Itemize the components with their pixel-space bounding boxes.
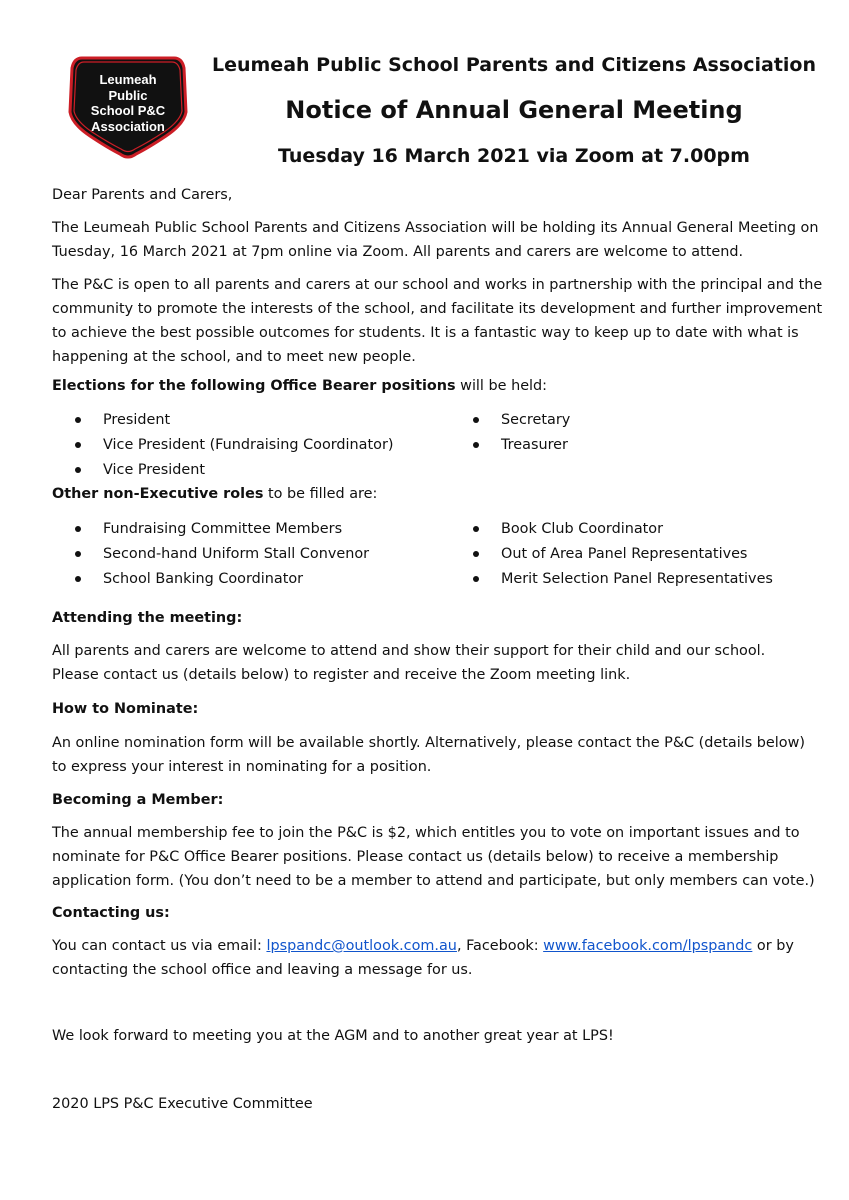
about-paragraph [52, 273, 823, 369]
logo-line: Association [91, 118, 165, 134]
list-item: Vice President [75, 458, 393, 483]
attending-line: All parents and carers are welcome to attend and show their support for their child and our school. [52, 643, 766, 659]
contact-paragraph [52, 934, 812, 982]
intro-line: Tuesday, 16 March 2021 at 7pm online via Zoom. All parents and carers are welcome to attend. [52, 244, 744, 260]
office-bearer-list-left [75, 408, 393, 483]
contact-mid: , Facebook: [456, 938, 544, 954]
nominate-heading: How to Nominate: [52, 701, 199, 717]
logo-line: School P&C [90, 103, 166, 118]
list-item: Vice President (Fundraising Coordinator) [75, 433, 393, 458]
contact-line: contacting the school office and leaving a message for us. [52, 962, 473, 978]
intro-paragraph [52, 216, 819, 264]
list-item: Secretary [473, 408, 570, 433]
office-bearer-list-right [473, 408, 570, 458]
email-link[interactable]: lpspandc@outlook.com.au [266, 938, 457, 954]
elections-heading-bold: Elections for the following Office Bearer positions [52, 378, 456, 394]
nominate-line: to express your interest in nominating for a position. [52, 759, 432, 775]
elections-heading-rest: will be held: [455, 378, 548, 394]
membership-line: nominate for P&C Office Bearer positions. Please contact us (details below) to receive a membership [52, 849, 779, 865]
about-line: community to promote the interests of the school, and facilitate its development and further improvement [52, 301, 823, 317]
about-line: happening at the school, and to meet new people. [52, 349, 416, 365]
closing-remark: We look forward to meeting you at the AGM and to another great year at LPS! [52, 1028, 614, 1044]
list-item: Fundraising Committee Members [75, 517, 369, 542]
membership-line: The annual membership fee to join the P&C is $2, which entitles you to vote on important issues and to [52, 825, 800, 841]
contact-suffix: or by [752, 938, 794, 954]
about-line: to achieve the best possible outcomes for students. It is a fantastic way to keep up to date with what is [52, 325, 799, 341]
pc-association-logo [68, 54, 188, 162]
other-roles-list-left [75, 517, 369, 592]
signature: 2020 LPS P&C Executive Committee [52, 1096, 313, 1112]
nominate-paragraph [52, 731, 812, 779]
contact-line [52, 934, 812, 958]
attending-heading: Attending the meeting: [52, 610, 243, 626]
contact-prefix: You can contact us via email: [52, 938, 267, 954]
greeting: Dear Parents and Carers, [52, 187, 233, 203]
list-item: Out of Area Panel Representatives [473, 542, 773, 567]
other-roles-heading-bold: Other non-Executive roles [52, 486, 264, 502]
membership-line: application form. (You don’t need to be a member to attend and participate, but only members can vote.) [52, 873, 815, 889]
intro-line: The Leumeah Public School Parents and Citizens Association will be holding its Annual General Meeting on [52, 220, 819, 236]
other-roles-list-right [473, 517, 773, 592]
list-item: President [75, 408, 393, 433]
list-item: School Banking Coordinator [75, 567, 369, 592]
meeting-date: Tuesday 16 March 2021 via Zoom at 7.00pm [278, 145, 750, 167]
facebook-link[interactable]: www.facebook.com/lpspandc [543, 938, 753, 954]
attending-paragraph [52, 639, 812, 687]
logo-line: Leumeah [99, 72, 157, 87]
page-title: Notice of Annual General Meeting [285, 96, 743, 124]
contact-heading: Contacting us: [52, 905, 170, 921]
other-roles-heading-rest: to be filled are: [263, 486, 378, 502]
elections-heading [52, 374, 812, 398]
nominate-line: An online nomination form will be available shortly. Alternatively, please contact the P&C (details below) [52, 735, 805, 751]
logo-line: Public [108, 87, 148, 103]
list-item: Book Club Coordinator [473, 517, 773, 542]
list-item: Treasurer [473, 433, 570, 458]
organisation-name: Leumeah Public School Parents and Citizens Association [211, 54, 816, 76]
list-item: Second-hand Uniform Stall Convenor [75, 542, 369, 567]
other-roles-heading [52, 482, 812, 506]
membership-paragraph [52, 821, 815, 893]
membership-heading: Becoming a Member: [52, 792, 224, 808]
logo-text [78, 72, 178, 134]
attending-line: Please contact us (details below) to register and receive the Zoom meeting link. [52, 667, 631, 683]
list-item: Merit Selection Panel Representatives [473, 567, 773, 592]
about-line: The P&C is open to all parents and carers at our school and works in partnership with the principal and the [52, 277, 823, 293]
